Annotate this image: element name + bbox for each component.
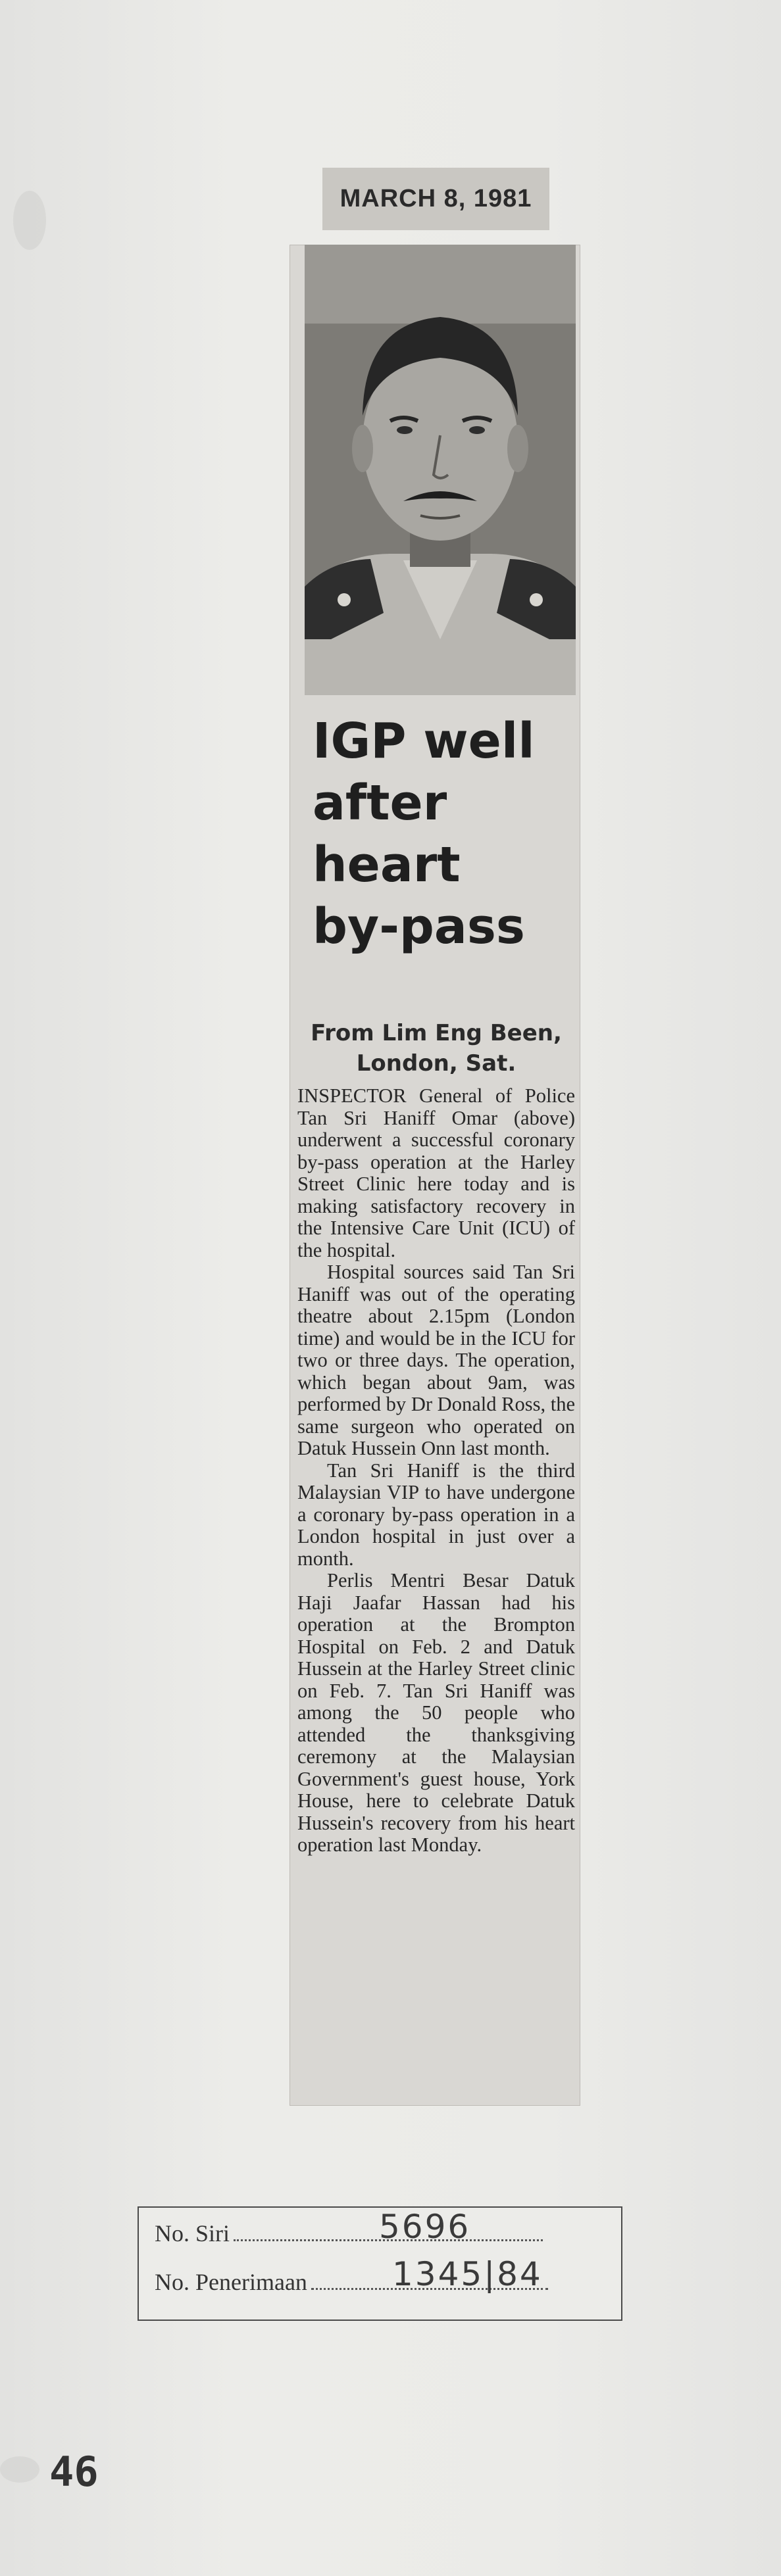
article-paragraph: Hospital sources said Tan Sri Haniff was out of the operating theatre about 2.15pm (London time) and would be in the ICU for two or three days. The operation, which began about 9am, was performed by Dr Donald Ross, the same surgeon who operated on Datuk Hussein Onn last month. (297, 1261, 575, 1459)
article-paragraph: Perlis Mentri Besar Datuk Haji Jaafar Hassan had his operation at the Brompton Hospital on Feb. 2 and Datuk Hussein at the Harley Street clinic on Feb. 7. Tan Sri Haniff was among the 50 people who attended the thanksgiving ceremony at the Malaysian Government's guest house, York House, here to celebrate Datuk Hussein's recovery from his heart operation last Monday. (297, 1569, 575, 1856)
archive-stamp (138, 2206, 622, 2321)
article-paragraph: Tan Sri Haniff is the third Malaysian VIP to have undergone a coronary by-pass operation in a London hospital in just over a month. (297, 1459, 575, 1570)
byline (295, 1018, 578, 1079)
headline-line: heart (313, 837, 461, 893)
portrait-image (305, 245, 576, 695)
headline (313, 710, 576, 958)
siri-value: 5696 (379, 2208, 471, 2246)
article-body (297, 1085, 575, 1857)
byline-author: From Lim Eng Been, (311, 1020, 562, 1046)
siri-label: No. Siri (155, 2220, 230, 2247)
penerimaan-label: No. Penerimaan (155, 2269, 307, 2295)
portrait-photo (305, 245, 576, 695)
penerimaan-value: 1345|84 (392, 2255, 543, 2293)
headline-line: after (313, 775, 447, 831)
smudge-mark (0, 2456, 39, 2483)
smudge-mark (13, 191, 46, 250)
byline-dateline: London, Sat. (356, 1050, 516, 1077)
article-paragraph: INSPECTOR General of Police Tan Sri Haniff Omar (above) underwent a successful coronary by-pass operation at the Harley Street Clinic here today and is making satisfactory recovery in the Intensive Care Unit (ICU) of the hospital. (297, 1084, 575, 1261)
headline-line: by-pass (313, 898, 525, 955)
headline-line: IGP well (313, 713, 535, 769)
siri-row (155, 2220, 543, 2247)
page-number: 46 (49, 2448, 99, 2496)
date-label: MARCH 8, 1981 (322, 168, 549, 230)
